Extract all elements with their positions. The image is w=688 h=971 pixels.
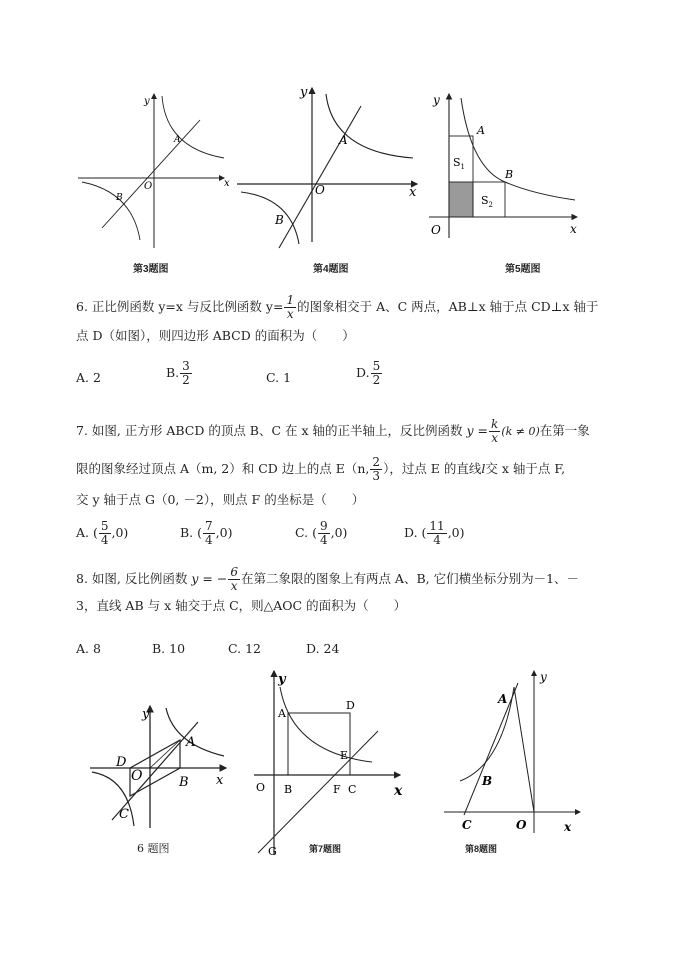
q7-option-c-num: 9 bbox=[319, 519, 328, 533]
q6-option-d[interactable] bbox=[356, 360, 383, 387]
figure-6 bbox=[86, 700, 236, 832]
line-ab bbox=[279, 106, 361, 248]
q7-func-cond: (k ≠ 0) bbox=[501, 425, 540, 438]
label-a: A bbox=[498, 692, 508, 706]
label-b: B bbox=[116, 193, 123, 203]
label-o: O bbox=[144, 181, 153, 192]
q7-option-d[interactable] bbox=[404, 520, 465, 547]
q6-fraction-num: 1 bbox=[286, 293, 295, 307]
rectangle-s1-shaded bbox=[449, 182, 473, 217]
figure-5-caption: 第5题图 bbox=[505, 264, 541, 275]
q7-line-2 bbox=[76, 456, 565, 483]
label-d: D bbox=[116, 755, 127, 770]
figure-4-caption: 第4题图 bbox=[313, 264, 349, 275]
q7-line-3 bbox=[76, 492, 364, 508]
q6-option-b-label: B. bbox=[166, 365, 180, 380]
q7-e-num: 2 bbox=[372, 455, 381, 469]
q8-text-3: 3，直线 AB 与 x 轴交于点 C，则△AOC 的面积为（ ） bbox=[76, 598, 407, 613]
q6-option-d-den: 2 bbox=[372, 373, 381, 387]
figure-8-caption: 第8题图 bbox=[465, 844, 498, 854]
q8-func-fraction bbox=[228, 566, 240, 593]
hyperbola-branch-2 bbox=[82, 182, 140, 240]
q7-text-6: 交 y 轴于点 G（0, －2），则点 F 的坐标是（ ） bbox=[76, 492, 365, 507]
label-o: O bbox=[131, 768, 143, 784]
label-o: O bbox=[256, 781, 266, 794]
label-x: x bbox=[224, 178, 230, 189]
line-l bbox=[258, 731, 378, 853]
q6-fraction-den: x bbox=[286, 307, 294, 321]
label-o: O bbox=[516, 818, 527, 832]
hyperbola-branch-2 bbox=[241, 192, 299, 244]
figure-7 bbox=[250, 665, 410, 859]
figure-8 bbox=[440, 665, 590, 837]
q7-option-b[interactable] bbox=[180, 520, 232, 547]
q6-option-b-den: 2 bbox=[182, 373, 190, 387]
q6-line-2 bbox=[76, 328, 355, 344]
q8-option-b[interactable]: B. 10 bbox=[152, 641, 186, 656]
label-a: A bbox=[186, 735, 196, 750]
label-c: C bbox=[119, 807, 129, 822]
q6-option-b[interactable] bbox=[166, 360, 193, 387]
label-s1: $S_1$ bbox=[453, 156, 466, 171]
label-o: O bbox=[431, 223, 441, 237]
q6-fraction bbox=[284, 294, 296, 321]
q6-option-d-num: 5 bbox=[372, 359, 381, 373]
q6-line-1 bbox=[76, 294, 598, 321]
label-g: G bbox=[268, 845, 277, 858]
label-c: C bbox=[348, 783, 357, 796]
q7-option-b-post: ,0) bbox=[215, 525, 233, 540]
label-b: B bbox=[179, 775, 189, 790]
q7-line-l: l bbox=[481, 461, 486, 476]
q7-option-a-pre: A. ( bbox=[76, 525, 98, 540]
label-c: C bbox=[462, 818, 472, 832]
q7-option-d-num: 11 bbox=[429, 519, 445, 533]
label-y: y bbox=[300, 85, 308, 100]
q7-e-fraction bbox=[370, 456, 382, 483]
label-y: y bbox=[540, 670, 547, 684]
q7-func-lhs: y = bbox=[466, 423, 489, 438]
q6-option-d-fraction bbox=[371, 360, 383, 387]
label-y: y bbox=[142, 707, 150, 722]
hyperbola-branch-1 bbox=[162, 96, 224, 158]
q8-func-lhs: y = − bbox=[191, 571, 228, 586]
q8-option-c[interactable]: C. 12 bbox=[228, 641, 261, 656]
label-a: A bbox=[174, 135, 181, 145]
q8-option-a[interactable]: A. 8 bbox=[76, 641, 101, 656]
label-a: A bbox=[339, 133, 348, 147]
q7-option-b-fraction bbox=[203, 520, 215, 547]
figure-3-caption: 第3题图 bbox=[133, 264, 169, 275]
q6-option-c[interactable]: C. 1 bbox=[266, 370, 292, 385]
figure-7-caption: 第7题图 bbox=[309, 844, 342, 854]
q6-text-2: 的图象相交于 A、C 两点，AB⊥x 轴于点 CD⊥x 轴于 bbox=[297, 299, 599, 314]
q8-text-1: 8. 如图, 反比例函数 bbox=[76, 571, 188, 586]
q6-option-a[interactable]: A. 2 bbox=[76, 370, 101, 385]
q6-option-b-fraction bbox=[180, 360, 192, 387]
q8-line-1 bbox=[76, 566, 579, 593]
q7-line-1 bbox=[76, 418, 590, 445]
label-y: y bbox=[433, 93, 440, 107]
square-abcd bbox=[288, 713, 350, 775]
q7-option-a-num: 5 bbox=[100, 519, 109, 533]
hyperbola-branch-1 bbox=[326, 94, 413, 158]
figure-3 bbox=[74, 88, 234, 258]
label-s2: $S_2$ bbox=[481, 194, 494, 209]
figure-4 bbox=[233, 82, 423, 252]
label-x: x bbox=[409, 185, 417, 200]
q8-option-d[interactable]: D. 24 bbox=[306, 641, 340, 656]
q7-text-5: 交 x 轴于点 F, bbox=[485, 461, 566, 476]
q7-option-c-pre: C. ( bbox=[295, 525, 317, 540]
label-f: F bbox=[333, 783, 341, 796]
label-x: x bbox=[570, 222, 577, 236]
q7-option-d-pre: D. ( bbox=[404, 525, 427, 540]
line-ab bbox=[102, 120, 200, 228]
q7-option-a-den: 4 bbox=[100, 533, 109, 547]
label-b: B bbox=[482, 774, 493, 788]
q7-func-den: x bbox=[491, 431, 499, 445]
q6-text-3: 点 D（如图），则四边形 ABCD 的面积为（ ） bbox=[76, 328, 355, 343]
q7-option-c-fraction bbox=[318, 520, 330, 547]
q7-option-a-post: ,0) bbox=[111, 525, 129, 540]
label-b: B bbox=[284, 783, 293, 796]
label-x: x bbox=[564, 820, 572, 834]
q7-option-b-den: 4 bbox=[205, 533, 213, 547]
q8-func-den: x bbox=[230, 579, 238, 593]
q8-line-2 bbox=[76, 598, 406, 614]
segment-ao bbox=[514, 687, 534, 812]
q7-option-a[interactable] bbox=[76, 520, 128, 547]
q6-option-d-label: D. bbox=[356, 365, 370, 380]
q7-option-d-fraction bbox=[427, 520, 446, 547]
q7-option-b-pre: B. ( bbox=[180, 525, 203, 540]
q7-option-c-post: ,0) bbox=[330, 525, 348, 540]
label-b: B bbox=[275, 213, 284, 227]
q7-func-fraction bbox=[489, 418, 500, 445]
label-o: O bbox=[315, 183, 325, 197]
label-a: A bbox=[278, 707, 286, 720]
q7-text-4: ），过点 E 的直线 bbox=[383, 461, 482, 476]
label-e: E bbox=[340, 749, 349, 762]
q6-text-1: 6. 正比例函数 y=x 与反比例函数 y= bbox=[76, 299, 284, 314]
line-ac bbox=[464, 683, 518, 815]
q7-option-c-den: 4 bbox=[319, 533, 328, 547]
figure-5 bbox=[425, 88, 585, 248]
q8-text-2: 在第二象限的图象上有两点 A、B, 它们横坐标分别为－1、－ bbox=[240, 571, 580, 586]
q7-option-d-post: ,0) bbox=[447, 525, 465, 540]
label-a: A bbox=[477, 124, 485, 137]
q7-e-den: 3 bbox=[372, 469, 381, 483]
q7-text-3: 限的图象经过顶点 A（m, 2）和 CD 边上的点 E（n, bbox=[76, 461, 370, 476]
q8-func-num: 6 bbox=[230, 565, 238, 579]
q7-func-num: k bbox=[491, 417, 499, 431]
figure-6-caption: 6 题图 bbox=[137, 842, 170, 855]
q7-text-1: 7. 如图, 正方形 ABCD 的顶点 B、C 在 x 轴的正半轴上，反比例函数 bbox=[76, 423, 463, 438]
q7-option-c[interactable] bbox=[295, 520, 347, 547]
label-y: y bbox=[278, 672, 286, 687]
label-d: D bbox=[346, 699, 355, 712]
q6-option-b-num: 3 bbox=[182, 359, 190, 373]
hyperbola bbox=[461, 98, 575, 200]
label-x: x bbox=[394, 783, 403, 799]
rectangle-s2 bbox=[473, 182, 505, 217]
label-y: y bbox=[144, 96, 150, 107]
label-b: B bbox=[505, 168, 514, 181]
q7-option-d-den: 4 bbox=[433, 533, 441, 547]
q7-option-a-fraction bbox=[99, 520, 111, 547]
q7-option-b-num: 7 bbox=[205, 519, 213, 533]
q7-text-2: 在第一象 bbox=[539, 423, 590, 438]
label-x: x bbox=[216, 773, 224, 788]
